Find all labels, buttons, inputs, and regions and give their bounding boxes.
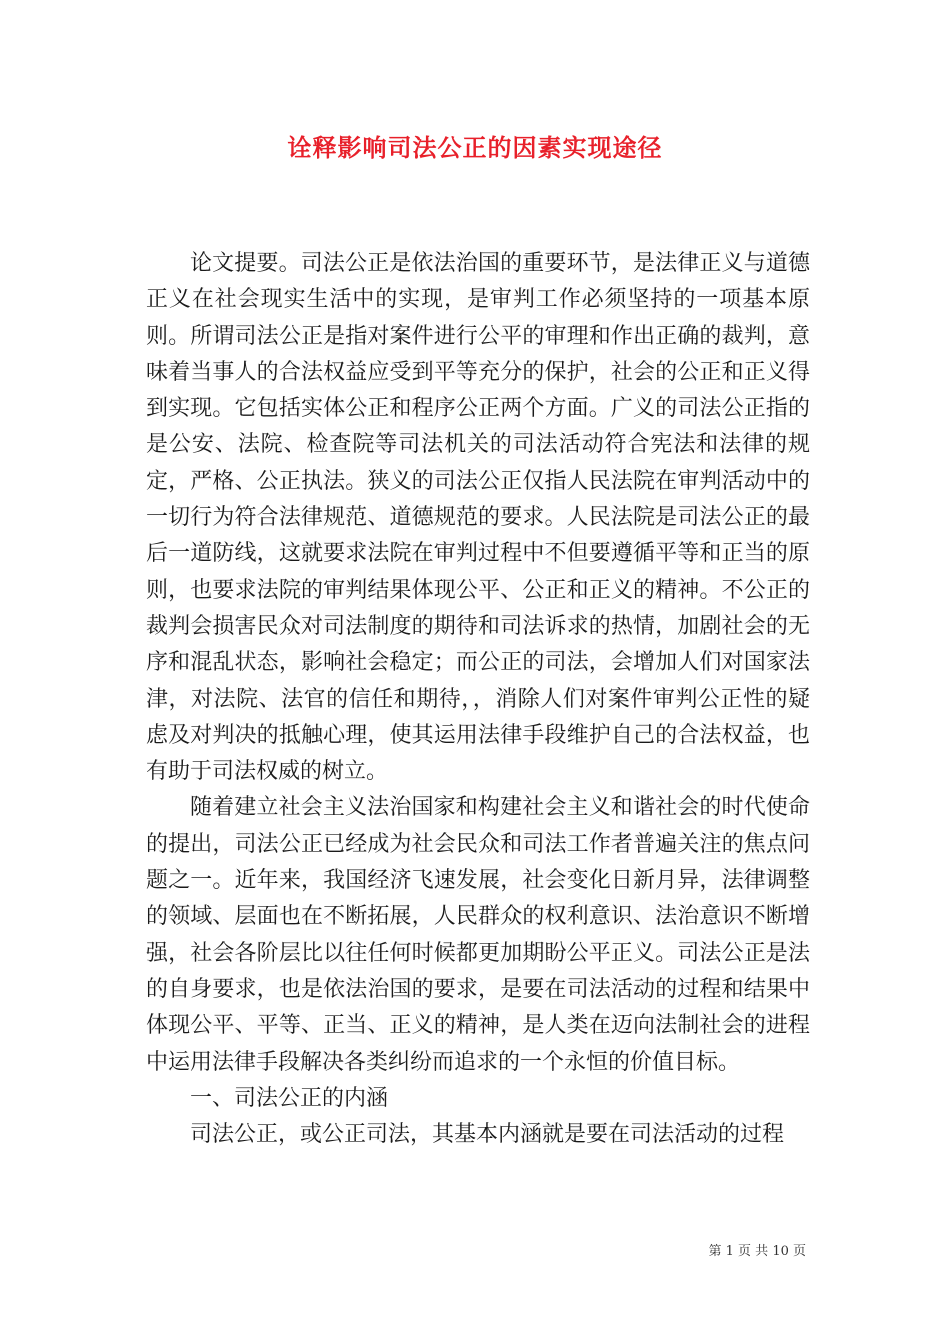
paragraph-background: 随着建立社会主义法治国家和构建社会主义和谐社会的时代使命的提出，司法公正已经成为社会民众和司法工作者普遍关注的焦点问题之一。近年来，我国经济飞速发展，社会变化日新月异，法律调整的领域、层面也在不断拓展，人民群众的权利意识、法治意识不断增强，社会各阶层比以往任何时候都更加期盼公平正义。司法公正是法的自身要求，也是依法治国的要求，是要在司法活动的过程和结果中体现公平、平等、正当、正义的精神，是人类在迈向法制社会的进程中运用法律手段解决各类纠纷而追求的一个永恒的价值目标。 (146, 795, 810, 1075)
paragraph-abstract: 论文提要。司法公正是依法治国的重要环节，是法律正义与道德正义在社会现实生活中的实现，是审判工作必须坚持的一项基本原则。所谓司法公正是指对案件进行公平的审理和作出正确的裁判，意味着当事人的合法权益应受到平等充分的保护，社会的公正和正义得到实现。它包括实体公正和程序公正两个方面。广义的司法公正指的是公安、法院、检查院等司法机关的司法活动符合宪法和法律的规定，严格、公正执法。狭义的司法公正仅指人民法院在审判活动中的一切行为符合法律规范、道德规范的要求。人民法院是司法公正的最后一道防线，这就要求法院在审判过程中不但要遵循平等和正当的原则，也要求法院的审判结果体现公平、公正和正义的精神。不公正的裁判会损害民众对司法制度的期待和司法诉求的热情，加剧社会的无序和混乱状态，影响社会稳定；而公正的司法，会增加人们对国家法津，对法院、法官的信任和期待，，消除人们对案件审判公正性的疑虑及对判决的抵触心理，使其运用法律手段维护自己的合法权益，也有助于司法权威的树立。 (146, 251, 810, 785)
paragraph-definition: 司法公正，或公正司法，其基本内涵就是要在司法活动的过程 (190, 1122, 785, 1148)
document-body (146, 246, 810, 1153)
document-title: 诠释影响司法公正的因素实现途径 (287, 133, 663, 162)
section-heading: 一、司法公正的内涵 (190, 1085, 389, 1111)
page-footer: 第 1 页 共 10 页 (708, 1244, 806, 1259)
